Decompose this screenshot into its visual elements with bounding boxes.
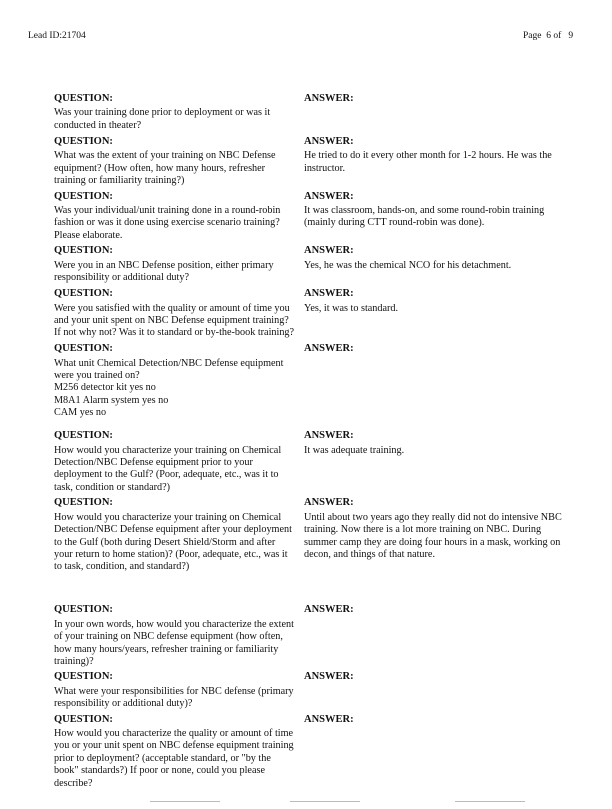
question-block xyxy=(54,604,304,668)
question-heading: QUESTION: xyxy=(54,604,113,616)
answer-block xyxy=(304,93,564,107)
answer-heading: ANSWER: xyxy=(304,604,354,616)
answer-block xyxy=(304,245,564,272)
answer-heading: ANSWER: xyxy=(304,245,354,257)
question-text: Were you satisfied with the quality or amount of time you and your unit spent on NBC Defense equipment training? If not why not? Was it to standard or by-the-book training? xyxy=(54,302,295,339)
qa-list xyxy=(54,93,564,793)
lead-id: Lead ID:21704 xyxy=(28,31,86,41)
answer-heading: ANSWER: xyxy=(304,497,354,509)
question-block xyxy=(54,288,304,340)
answer-heading: ANSWER: xyxy=(304,430,354,442)
qa-row xyxy=(54,343,564,430)
question-block xyxy=(54,245,304,284)
answer-text: Yes, it was to standard. xyxy=(304,302,399,314)
question-text: Were you in an NBC Defense position, either primary responsibility or additional duty? xyxy=(54,259,274,284)
footer-rule xyxy=(455,801,525,802)
answer-block xyxy=(304,191,564,230)
question-text: Was your individual/unit training done in a round-robin fashion or was it done using exercise scenario training? Please elaborate. xyxy=(54,205,281,241)
answer-block xyxy=(304,430,564,457)
footer-rule xyxy=(290,801,360,802)
answer-heading: ANSWER: xyxy=(304,93,354,104)
answer-heading: ANSWER: xyxy=(304,343,354,355)
question-heading: QUESTION: xyxy=(54,136,113,147)
qa-row xyxy=(54,497,564,604)
qa-row xyxy=(54,604,564,671)
question-block xyxy=(54,671,304,710)
qa-row xyxy=(54,191,564,246)
question-text: How would you characterize your training on Chemical Detection/NBC Defense equipment after your deployment to the Gulf (both during Desert Shield/Storm and after your return to home station)? (Poor, adequate, etc., was it to task, condition, and standard?) xyxy=(54,511,292,573)
question-heading: QUESTION: xyxy=(54,671,113,683)
answer-heading: ANSWER: xyxy=(304,288,354,300)
question-heading: QUESTION: xyxy=(54,343,113,355)
answer-heading: ANSWER: xyxy=(304,671,354,683)
answer-text: He tried to do it every other month for 1-2 hours. He was the instructor. xyxy=(304,150,552,174)
answer-block xyxy=(304,288,564,315)
question-text: What was the extent of your training on NBC Defense equipment? (How often, how many hours, refresher training or familiarity training?) xyxy=(54,150,276,187)
question-text: What were your responsibilities for NBC defense (primary responsibility or additional duty)? xyxy=(54,685,294,710)
question-block xyxy=(54,714,304,790)
answer-block xyxy=(304,671,564,685)
qa-row xyxy=(54,288,564,343)
question-heading: QUESTION: xyxy=(54,288,113,300)
answer-heading: ANSWER: xyxy=(304,190,354,202)
question-heading: QUESTION: xyxy=(54,713,113,725)
question-heading: QUESTION: xyxy=(54,430,113,442)
question-text: How would you characterize your training on Chemical Detection/NBC Defense equipment prior to your deployment to the Gulf? (Poor, adequate, etc., was it to task, condition or standard?) xyxy=(54,444,282,493)
footer-rule xyxy=(150,801,220,802)
answer-text: It was classroom, hands-on, and some round-robin training (mainly during CTT round-robin was done). xyxy=(304,205,545,229)
question-block xyxy=(54,343,304,419)
question-heading: QUESTION: xyxy=(54,93,113,104)
question-text: Was your training done prior to deployment or was it conducted in theater? xyxy=(54,107,271,131)
answer-text: Until about two years ago they really did not do intensive NBC training. Now there is a lot more training on NBC. During summer camp they are doing four hours in a mask, working on decon, and things of that nature. xyxy=(304,511,562,560)
question-heading: QUESTION: xyxy=(54,497,113,509)
answer-block xyxy=(304,343,564,357)
qa-row xyxy=(54,714,564,793)
question-block xyxy=(54,191,304,243)
answer-heading: ANSWER: xyxy=(304,713,354,725)
answer-heading: ANSWER: xyxy=(304,136,354,147)
question-block xyxy=(54,430,304,494)
question-block xyxy=(54,497,304,573)
question-text: In your own words, how would you characterize the extent of your training on NBC defense equipment (how often, how many hours/years, refresher training or familiarity training)? xyxy=(54,618,294,667)
answer-block xyxy=(304,604,564,618)
qa-row xyxy=(54,245,564,288)
question-block xyxy=(54,93,304,132)
answer-text: Yes, he was the chemical NCO for his detachment. xyxy=(304,259,512,271)
question-text: How would you characterize the quality or amount of time you or your unit spent on NBC defense equipment training prior to deployment? (acceptable standard, or "by the book" standards?) If poor or none, could you please describe? xyxy=(54,727,294,789)
answer-block xyxy=(304,136,564,175)
qa-row xyxy=(54,93,564,136)
question-text: What unit Chemical Detection/NBC Defense equipment were you trained on? M256 detector kit yes no M8A1 Alarm system yes no CAM yes no xyxy=(54,357,284,419)
answer-block xyxy=(304,714,564,728)
answer-text: It was adequate training. xyxy=(304,444,405,456)
qa-row xyxy=(54,430,564,497)
question-heading: QUESTION: xyxy=(54,190,113,202)
qa-row xyxy=(54,671,564,713)
question-block xyxy=(54,136,304,188)
page-number: Page 6 of 9 xyxy=(523,31,574,41)
question-heading: QUESTION: xyxy=(54,245,113,257)
answer-block xyxy=(304,497,564,561)
qa-row xyxy=(54,136,564,191)
